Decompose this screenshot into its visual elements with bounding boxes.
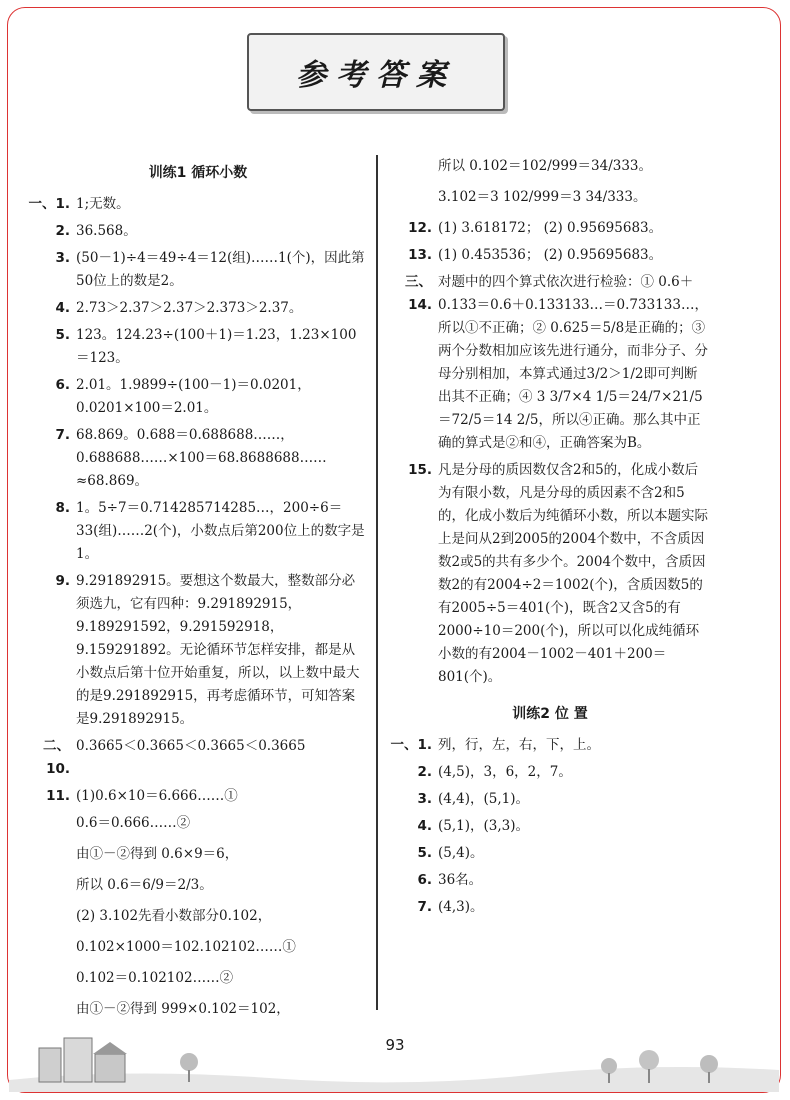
answer-item xyxy=(28,374,368,420)
solution-line: (2) 3.102先看小数部分0.102， xyxy=(76,908,272,924)
item-number: 13. xyxy=(408,247,432,263)
item-text: 对题中的四个算式依次进行检验：① 0.6＋0.133＝0.6＋0.133133…＝0.733133…，所以①不正确；② 0.625＝5/8是正确的；③两个分数相加应该先进行通分，而非分子、分母分别相加，本算式通过3/2＞1/2即可判断出其不正确；④ 3 3/7×4 1/5＝24/7×21/5＝72/5＝14 2/5，所以④正确。那么其中正确的算式是②和④，正确答案为B。 xyxy=(438,274,708,451)
item-number: 三、14. xyxy=(405,274,432,313)
item-text: (4,5)，3，6，2，7。 xyxy=(438,764,572,780)
right-column xyxy=(390,155,710,923)
answer-item xyxy=(28,785,368,808)
answer-item xyxy=(28,297,368,320)
solution-line: 3.102＝3 102/999＝3 34/333。 xyxy=(438,189,647,205)
item-number: 6. xyxy=(417,872,432,888)
item-text: (4,4)，(5,1)。 xyxy=(438,791,530,807)
item-number: 一、1. xyxy=(28,196,70,212)
item-number: 3. xyxy=(417,791,432,807)
solution-line: 所以 0.102＝102/999＝34/333。 xyxy=(438,158,653,174)
answer-item xyxy=(28,193,368,216)
page-title: 参考答案 xyxy=(296,58,456,93)
solution-line: 0.6＝0.666……② xyxy=(76,815,191,831)
answer-item xyxy=(390,869,710,892)
landscape-decoration xyxy=(9,1020,779,1092)
item-text: 2.01。1.9899÷(100－1)＝0.0201，0.0201×100＝2.01。 xyxy=(76,377,311,416)
page-number: 93 xyxy=(385,1036,405,1054)
answer-item xyxy=(390,761,710,784)
item-text: (4,3)。 xyxy=(438,899,484,915)
item-text: (1) 3.618172； (2) 0.95695683。 xyxy=(438,220,663,236)
item-text: (5,4)。 xyxy=(438,845,484,861)
answer-item xyxy=(28,324,368,370)
answer-item xyxy=(390,734,710,757)
answer-item xyxy=(390,788,710,811)
left-column xyxy=(28,160,368,1029)
item-text: 36名。 xyxy=(438,872,483,888)
item-text: 2.73＞2.37＞2.37＞2.373＞2.37。 xyxy=(76,300,303,316)
item-number: 4. xyxy=(417,818,432,834)
item-number: 一、1. xyxy=(390,737,432,753)
item-number: 8. xyxy=(55,500,70,516)
item-number: 6. xyxy=(55,377,70,393)
item-number: 5. xyxy=(55,327,70,343)
item-number: 3. xyxy=(55,250,70,266)
item-text: 123。124.23÷(100＋1)＝1.23，1.23×100＝123。 xyxy=(76,327,357,366)
item-text: 1;无数。 xyxy=(76,196,130,212)
section-title-1: 训练1 循环小数 xyxy=(148,165,248,181)
item-number: 11. xyxy=(46,788,70,804)
item-text: 9.291892915。要想这个数最大，整数部分必须选九，它有四种：9.291892915，9.189291592，9.291592918，9.159291892。无论循环节怎样安排，都是从小数点后第十位开始重复，所以，以上数中最大的是9.291892915，再考虑循环节，可知答案是9.291892915。 xyxy=(76,573,360,727)
solution-line: 0.102×1000＝102.102102……① xyxy=(76,939,296,955)
answer-item xyxy=(28,247,368,293)
item-number: 7. xyxy=(55,427,70,443)
item-text: 列，行，左，右，下，上。 xyxy=(438,737,600,753)
item-text: 0.3665＜0.3665＜0.3665＜0.3665 xyxy=(76,738,306,754)
item-number: 4. xyxy=(55,300,70,316)
answer-item xyxy=(390,842,710,865)
solution-line: 由①－②得到 0.6×9＝6， xyxy=(76,846,239,862)
answer-item xyxy=(28,424,368,493)
item-text: 68.869。0.688＝0.688688……，0.688688……×100＝68.8688688……≈68.869。 xyxy=(76,427,327,489)
solution-line: 所以 0.6＝6/9＝2/3。 xyxy=(76,877,213,893)
item-number: 7. xyxy=(417,899,432,915)
answer-item xyxy=(390,244,710,267)
item-text: (1) 0.453536； (2) 0.95695683。 xyxy=(438,247,663,263)
section-title-2: 训练2 位 置 xyxy=(512,706,588,722)
title-box xyxy=(247,33,505,111)
answer-item xyxy=(390,815,710,838)
item-text: (5,1)，(3,3)。 xyxy=(438,818,530,834)
item-number: 2. xyxy=(55,223,70,239)
item-number: 12. xyxy=(408,220,432,236)
item-number: 2. xyxy=(417,764,432,780)
item-text: 36.568。 xyxy=(76,223,137,239)
answer-item xyxy=(28,497,368,566)
item-number: 二、10. xyxy=(43,738,70,777)
solution-line: 0.102＝0.102102……② xyxy=(76,970,234,986)
answer-item xyxy=(390,459,710,689)
answer-item xyxy=(390,896,710,919)
item-text: (50－1)÷4＝49÷4＝12(组)……1(个)，因此第50位上的数是2。 xyxy=(76,250,365,289)
answer-item xyxy=(390,217,710,240)
answer-item xyxy=(28,570,368,731)
item-number: 15. xyxy=(408,462,432,478)
item-number: 5. xyxy=(417,845,432,861)
solution-line: 由①－②得到 999×0.102＝102， xyxy=(76,1001,290,1017)
item-text: 1。5÷7＝0.714285714285…，200÷6＝33(组)……2(个)，小数点后第200位上的数字是1。 xyxy=(76,500,365,562)
item-text: 凡是分母的质因数仅含2和5的，化成小数后为有限小数，凡是分母的质因素不含2和5的，化成小数后为纯循环小数，所以本题实际上是问从2到2005的2004个数中，不含质因数2或5的共有多少个。2004个数中，含质因数2的有2004÷2＝1002(个)，含质因数5的有2005÷5＝401(个)，既含2又含5的有2000÷10＝200(个)，所以可以化成纯循环小数的有2004－1002－401＋200＝801(个)。 xyxy=(438,462,708,685)
answer-item xyxy=(28,735,368,781)
column-divider xyxy=(376,155,378,1010)
item-text: (1)0.6×10＝6.666……① xyxy=(76,788,238,804)
item-number: 9. xyxy=(55,573,70,589)
answer-item xyxy=(28,220,368,243)
answer-item xyxy=(390,271,710,455)
